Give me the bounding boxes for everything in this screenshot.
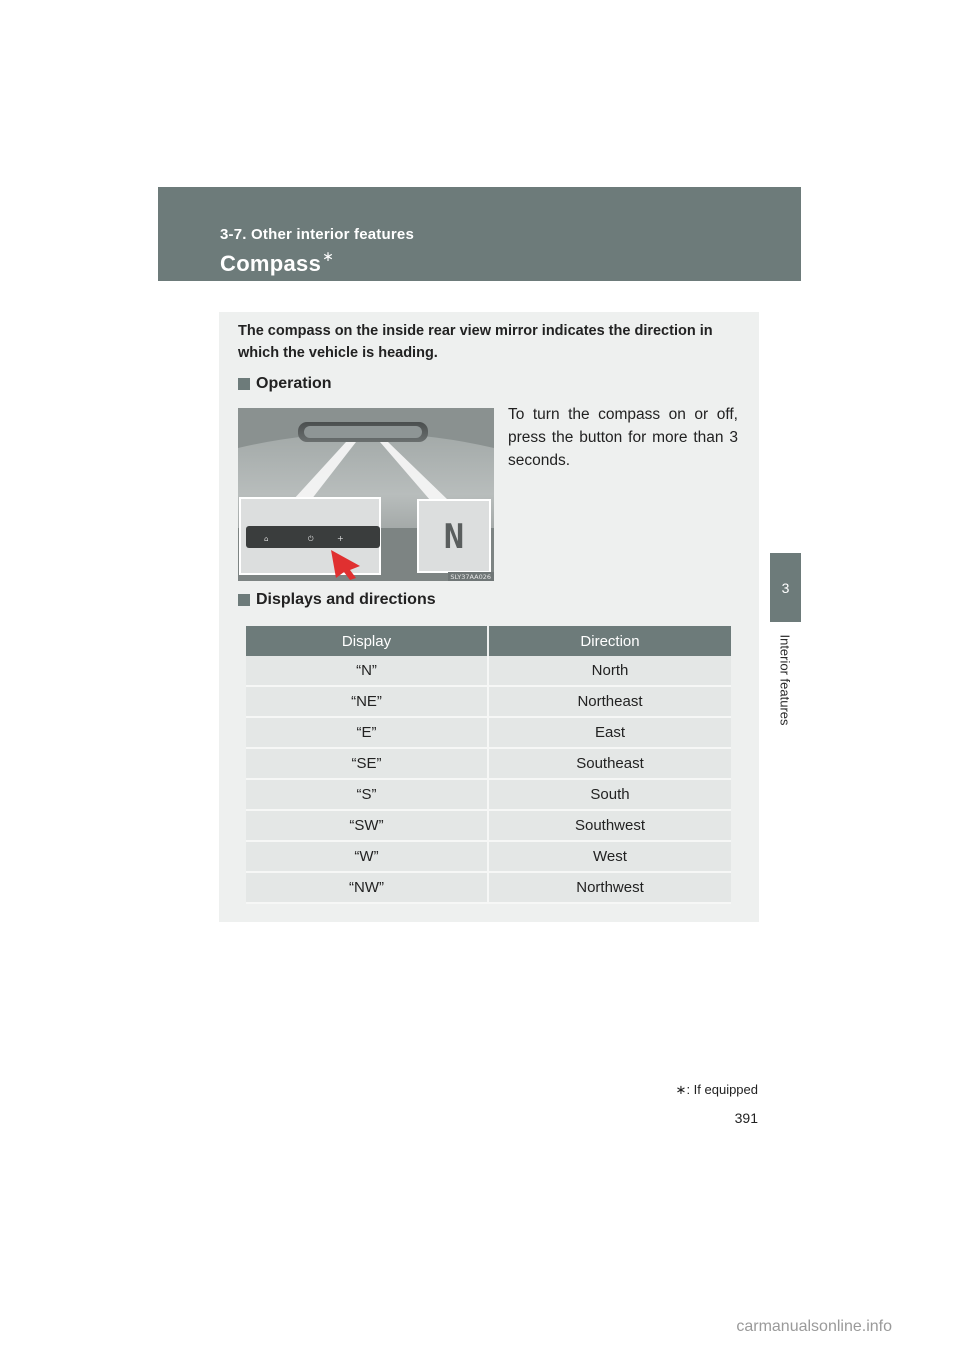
table-row: [246, 779, 731, 810]
table-row: [246, 656, 731, 686]
operation-heading-text: Operation: [256, 375, 332, 392]
direction-cell: Southwest: [488, 810, 731, 841]
footnote: ∗: If equipped: [675, 1082, 758, 1097]
display-cell: “SW”: [246, 810, 488, 841]
display-cell: “W”: [246, 841, 488, 872]
display-cell: “N”: [246, 656, 488, 686]
display-cell: “NE”: [246, 686, 488, 717]
svg-text:⏻: ⏻: [308, 535, 314, 543]
chapter-number: 3: [781, 579, 790, 596]
direction-cell: Northeast: [488, 686, 731, 717]
bullet-square-icon: [238, 378, 250, 390]
direction-cell: North: [488, 656, 731, 686]
watermark[interactable]: carmanualsonline.info: [736, 1318, 892, 1335]
page-title-text: Compass: [220, 251, 322, 276]
svg-text:⌂: ⌂: [264, 535, 269, 543]
section-label: 3-7. Other interior features: [220, 226, 414, 243]
svg-text:+: +: [337, 534, 344, 543]
direction-cell: East: [488, 717, 731, 748]
figure-code: SLY37AA026: [450, 573, 491, 581]
operation-text: To turn the compass on or off, press the button for more than 3 seconds.: [508, 406, 738, 469]
mirror-figure: [238, 408, 494, 581]
display-cell: “S”: [246, 779, 488, 810]
table-header-row: [246, 626, 731, 656]
bullet-square-icon: [238, 594, 250, 606]
table-row: [246, 841, 731, 872]
operation-heading: [238, 375, 332, 393]
chapter-tab[interactable]: [770, 553, 801, 622]
intro-text: The compass on the inside rear view mirror indicates the direction in which the vehicle is heading.: [238, 323, 713, 361]
page-title: [220, 248, 334, 277]
header-display: Display: [246, 626, 488, 656]
directions-table: [246, 626, 731, 904]
display-cell: “E”: [246, 717, 488, 748]
displays-heading-text: Displays and directions: [256, 591, 436, 608]
equipped-mark: ∗: [322, 248, 335, 264]
chapter-label: Interior features: [777, 634, 793, 726]
header-direction: Direction: [488, 626, 731, 656]
direction-cell: Northwest: [488, 872, 731, 903]
page-number: 391: [734, 1110, 758, 1126]
table-row: [246, 872, 731, 903]
table-row: [246, 810, 731, 841]
display-cell: “SE”: [246, 748, 488, 779]
direction-cell: South: [488, 779, 731, 810]
direction-cell: West: [488, 841, 731, 872]
display-cell: “NW”: [246, 872, 488, 903]
table-row: [246, 717, 731, 748]
compass-display-letter: N: [443, 517, 465, 557]
direction-cell: Southeast: [488, 748, 731, 779]
table-row: [246, 686, 731, 717]
table-row: [246, 748, 731, 779]
mirror-illustration: [238, 408, 494, 581]
displays-heading: [238, 591, 436, 609]
